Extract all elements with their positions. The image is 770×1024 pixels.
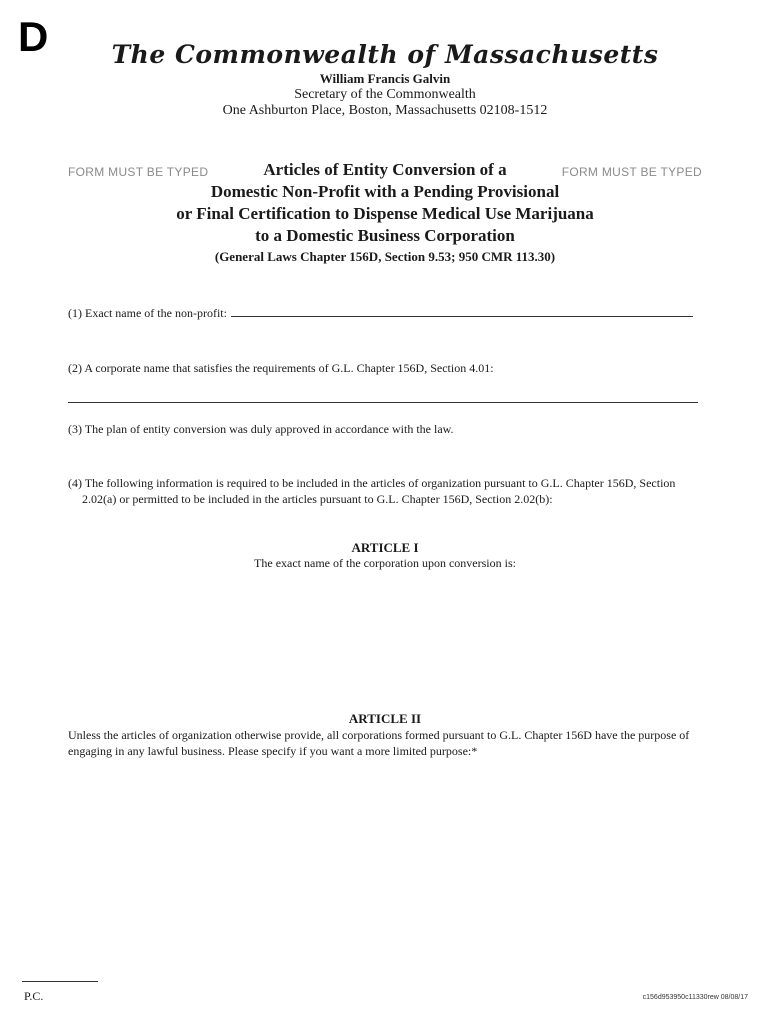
item-4 — [68, 475, 708, 507]
form-title-line-4: to a Domestic Business Corporation — [255, 226, 515, 245]
typed-notice-left: FORM MUST BE TYPED — [68, 165, 209, 179]
item-2-label: (2) A corporate name that satisfies the requirements of G.L. Chapter 156D, Section 4.01: — [68, 361, 494, 375]
article-1-heading: ARTICLE I — [351, 540, 419, 555]
article-2-text: Unless the articles of organization otherwise provide, all corporations formed pursuant to G.L. Chapter 156D have the purpose of engaging in any lawful business. Please specify if you want a more limited purpose:* — [68, 728, 690, 758]
item-1-label: (1) Exact name of the non-profit: — [68, 306, 227, 320]
form-subtitle: (General Laws Chapter 156D, Section 9.53; 950 CMR 113.30) — [214, 249, 556, 264]
form-title — [0, 159, 770, 247]
form-title-line-2: Domestic Non-Profit with a Pending Provisional — [210, 182, 560, 201]
item-4-line-1: (4) The following information is required to be included in the articles of organization pursuant to G.L. Chapter 156D, Section — [68, 476, 676, 490]
secretary-name: William Francis Galvin — [319, 71, 451, 86]
form-title-line-1: Articles of Entity Conversion of a — [263, 160, 507, 179]
form-letter: D — [18, 13, 49, 60]
article-1-text: The exact name of the corporation upon conversion is: — [254, 556, 516, 570]
form-title-line-3: or Final Certification to Dispense Medical Use Marijuana — [176, 204, 594, 223]
form-code: c156d953950c11330rew 08/08/17 — [642, 994, 748, 1001]
item-4-line-2: 2.02(a) or permitted to be included in the articles pursuant to G.L. Chapter 156D, Section 2.02(b): — [82, 492, 553, 506]
corporate-name-field[interactable] — [68, 402, 698, 403]
secretary-title: Secretary of the Commonwealth — [294, 87, 476, 102]
footnote-rule — [22, 981, 98, 982]
commonwealth-heading: The Commonwealth of Massachusetts — [111, 40, 659, 69]
typed-notice-right: FORM MUST BE TYPED — [561, 165, 702, 179]
nonprofit-name-field[interactable] — [231, 305, 693, 317]
item-3-label: (3) The plan of entity conversion was duly approved in accordance with the law. — [68, 422, 454, 436]
item-1 — [68, 305, 693, 321]
office-address: One Ashburton Place, Boston, Massachusetts 02108-1512 — [222, 103, 548, 118]
article-2-heading: ARTICLE II — [348, 711, 422, 726]
pc-label: P.C. — [24, 989, 44, 1003]
